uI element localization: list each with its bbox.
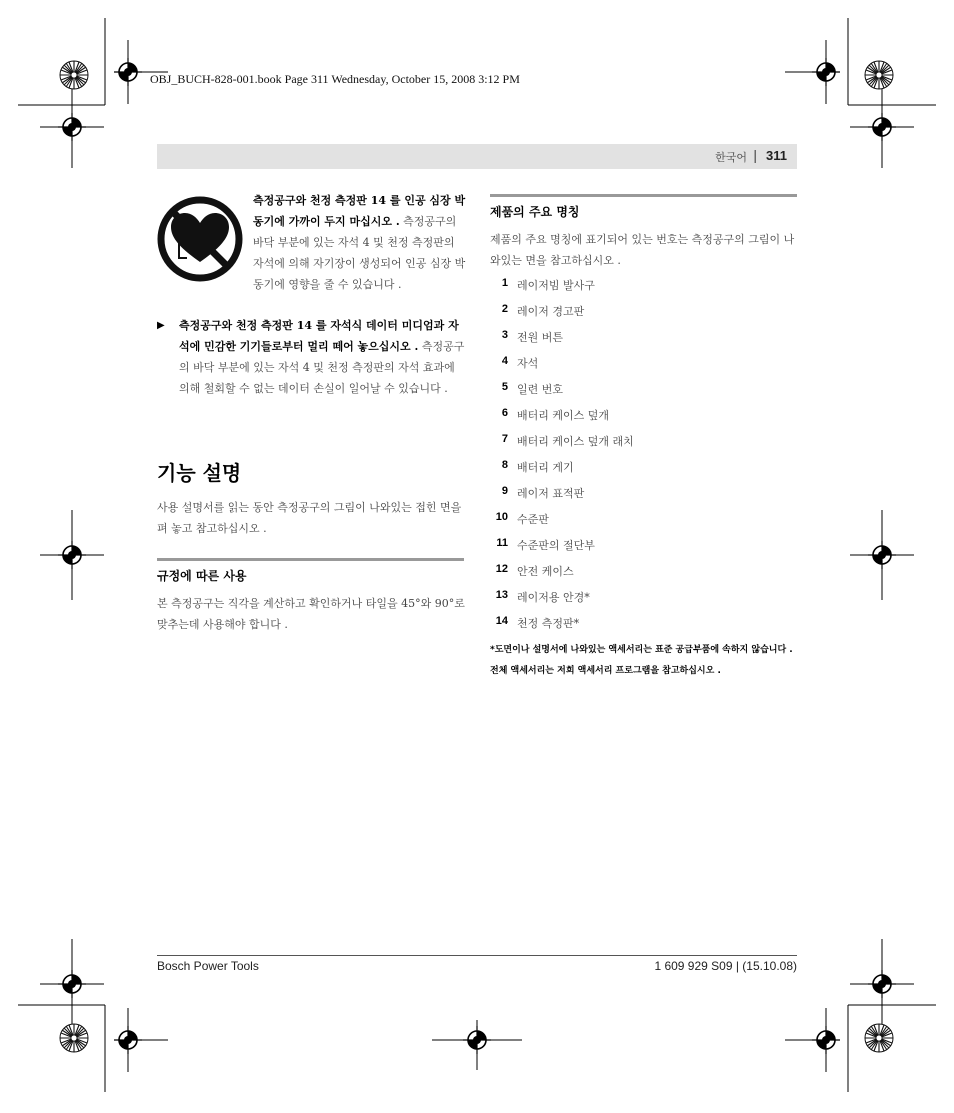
list-item — [490, 301, 800, 327]
item-label: 전원 버튼 — [517, 331, 564, 344]
section-title-functional: 기능 설명 — [157, 461, 242, 485]
item-number: 10 — [495, 511, 508, 523]
list-item — [490, 613, 800, 639]
item-label: 수준판 — [517, 513, 549, 526]
registration-mark-icon — [58, 541, 86, 569]
list-item — [490, 509, 800, 535]
footer-divider — [157, 955, 797, 956]
item-number: 5 — [501, 381, 508, 393]
item-number: 14 — [495, 615, 508, 627]
magnet-warning-text: 측정공구의 바닥 부분에 있는 자석 4 및 천정 측정판의 자석 효과에 의해 철회할 수 없는 데이터 손실이 일어날 수 있습니다 . — [179, 340, 465, 395]
list-item — [490, 327, 800, 353]
registration-mark-icon — [812, 58, 840, 86]
registration-mark-icon — [868, 113, 896, 141]
header-language: 한국어 — [715, 151, 747, 164]
registration-mark-icon — [58, 970, 86, 998]
item-number: 12 — [495, 563, 508, 575]
pacemaker-warning-bold: 측정공구와 천정 측정판 14 를 인공 심장 박동기에 가까이 두지 마십시오 . — [253, 194, 466, 228]
color-target-icon — [60, 1024, 88, 1052]
pacemaker-warning — [253, 190, 466, 295]
component-list — [490, 275, 800, 639]
list-item — [490, 405, 800, 431]
list-item — [490, 457, 800, 483]
item-label: 레이저 경고판 — [517, 305, 585, 318]
item-label: 배터리 케이스 덮개 래치 — [517, 435, 634, 448]
item-number: 8 — [501, 459, 508, 471]
list-item — [490, 275, 800, 301]
item-label: 레이저용 안경* — [517, 591, 590, 604]
list-item — [490, 353, 800, 379]
color-target-icon — [865, 1024, 893, 1052]
item-number: 2 — [501, 303, 508, 315]
footer-doc-id: 1 609 929 S09 | (15.10.08) — [654, 959, 797, 973]
registration-mark-icon — [114, 58, 142, 86]
item-label: 안전 케이스 — [517, 565, 574, 578]
intended-use-text: 본 측정공구는 직각을 계산하고 확인하거나 타일을 45°와 90°로 맞추는데 사용해야 합니다 . — [157, 597, 465, 631]
item-number: 11 — [496, 537, 508, 549]
list-item — [490, 535, 800, 561]
item-number: 13 — [495, 589, 508, 601]
header-separator: | — [753, 147, 757, 163]
footer-brand: Bosch Power Tools — [157, 959, 259, 973]
components-intro: 제품의 주요 명칭에 표기되어 있는 번호는 측정공구의 그림이 나와있는 면을 참고하십시오 . — [490, 233, 795, 267]
no-pacemaker-icon — [157, 196, 243, 282]
section-divider — [490, 194, 797, 197]
list-item — [490, 379, 800, 405]
registration-mark-icon — [58, 113, 86, 141]
page-number: 311 — [766, 148, 787, 163]
item-label: 레이저 표적판 — [517, 487, 585, 500]
accessory-footnote: *도면이나 설명서에 나와있는 액세서리는 표준 공급부품에 속하지 않습니다 . 전체 액세서리는 저희 액세서리 프로그램을 참고하십시오 . — [490, 645, 793, 676]
item-number: 6 — [501, 407, 508, 419]
item-label: 레이저빔 발사구 — [517, 279, 595, 292]
item-number: 4 — [501, 355, 508, 367]
pacemaker-warning-text: 측정공구의 바닥 부분에 있는 자석 4 및 천정 측정판의 자석에 의해 자기장이 생성되어 인공 심장 박동기에 영향을 줄 수 있습니다 . — [253, 215, 466, 291]
list-item — [490, 587, 800, 613]
item-label: 일련 번호 — [517, 383, 564, 396]
item-label: 배터리 케이스 덮개 — [517, 409, 610, 422]
page-header — [157, 144, 797, 169]
section-title-intended-use: 규정에 따른 사용 — [157, 569, 247, 583]
color-target-icon — [865, 61, 893, 89]
item-label: 자석 — [517, 357, 539, 370]
list-item — [490, 483, 800, 509]
bullet-arrow-icon: ▶ — [157, 320, 165, 331]
section-divider — [157, 558, 464, 561]
section-title-components: 제품의 주요 명칭 — [490, 205, 580, 219]
color-target-icon — [60, 61, 88, 89]
item-label: 수준판의 절단부 — [517, 539, 595, 552]
registration-mark-icon — [812, 1026, 840, 1054]
registration-mark-icon — [868, 541, 896, 569]
print-slug: OBJ_BUCH-828-001.book Page 311 Wednesday, October 15, 2008 3:12 PM — [150, 72, 520, 86]
item-number: 7 — [501, 433, 508, 445]
registration-mark-icon — [463, 1026, 491, 1054]
item-label: 천정 측정판* — [517, 617, 580, 630]
registration-mark-icon — [868, 970, 896, 998]
item-label: 배터리 게기 — [517, 461, 574, 474]
item-number: 1 — [501, 277, 508, 289]
magnet-warning-bold: 측정공구와 천정 측정판 14 를 자석식 데이터 미디엄과 자석에 민감한 기기들로부터 멀리 떼어 놓으십시오 . — [179, 319, 459, 353]
item-number: 3 — [501, 329, 508, 341]
item-number: 9 — [501, 485, 508, 497]
list-item — [490, 561, 800, 587]
registration-mark-icon — [114, 1026, 142, 1054]
functional-intro: 사용 설명서를 읽는 동안 측정공구의 그림이 나와있는 접힌 면을 펴 놓고 참고하십시오 . — [157, 501, 462, 535]
list-item — [490, 431, 800, 457]
